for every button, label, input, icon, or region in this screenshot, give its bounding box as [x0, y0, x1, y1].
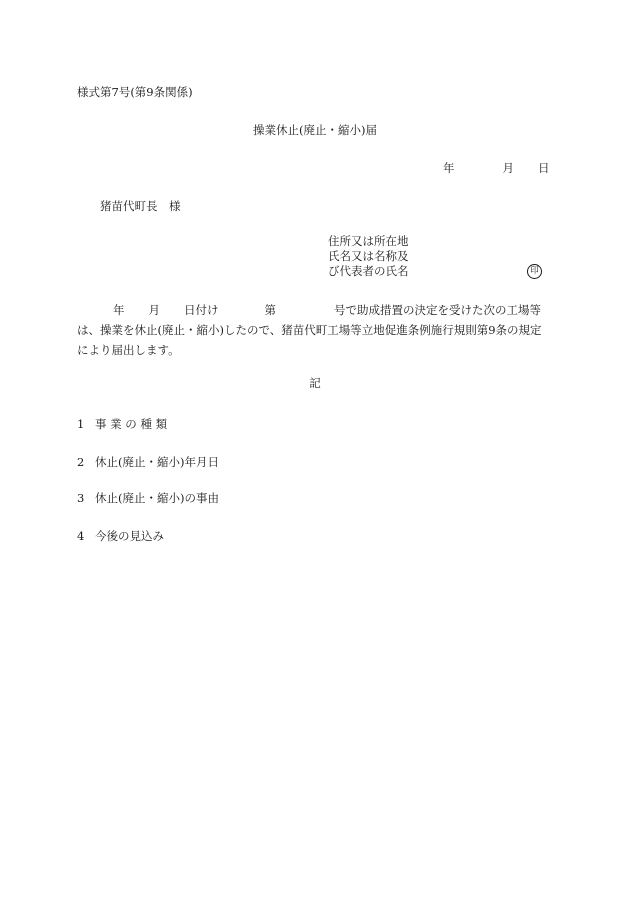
item-4: [77, 528, 164, 544]
addressee: 猪苗代町長 様: [100, 199, 181, 213]
body-line-2: は、操業を休止(廃止・縮小)したので、猪苗代町工場等立地促進条例施行規則第9条の規定: [77, 323, 542, 337]
item-number: 2: [77, 455, 85, 469]
applicant-name-label: 氏名又は名称及: [328, 249, 409, 263]
seal-mark: 印: [527, 264, 542, 279]
date-year: 年: [443, 161, 455, 175]
body-paragraph: [77, 300, 553, 360]
item-3: [77, 490, 219, 506]
body-line-3: により届出します。: [77, 343, 180, 357]
item-number: 4: [77, 529, 85, 543]
item-1: [77, 416, 167, 432]
applicant-block: [328, 234, 409, 279]
body-line-1: [77, 300, 553, 320]
item-label: 今後の見込み: [95, 529, 164, 543]
body-year: 年: [113, 303, 125, 317]
item-number: 1: [77, 417, 85, 431]
body-dai: 第: [264, 303, 276, 317]
item-label: 休止(廃止・縮小)の事由: [95, 491, 219, 505]
applicant-representative-label: び代表者の氏名: [328, 264, 409, 278]
applicant-address-label: 住所又は所在地: [328, 234, 409, 248]
body-month: 月: [148, 303, 160, 317]
form-number: 様式第7号(第9条関係): [77, 85, 193, 99]
item-number: 3: [77, 491, 85, 505]
item-label: 休止(廃止・縮小)年月日: [95, 455, 219, 469]
date-line: [443, 160, 550, 176]
ki-heading: 記: [309, 376, 321, 390]
body-dated: 日付け: [184, 303, 219, 317]
item-label: 事 業 の 種 類: [95, 417, 168, 431]
body-line-1-rest: 号で助成措置の決定を受けた次の工場等: [334, 303, 541, 317]
document-title: 操業休止(廃止・縮小)届: [253, 123, 377, 137]
item-2: [77, 454, 219, 470]
date-month: 月: [502, 161, 514, 175]
date-day: 日: [538, 161, 550, 175]
